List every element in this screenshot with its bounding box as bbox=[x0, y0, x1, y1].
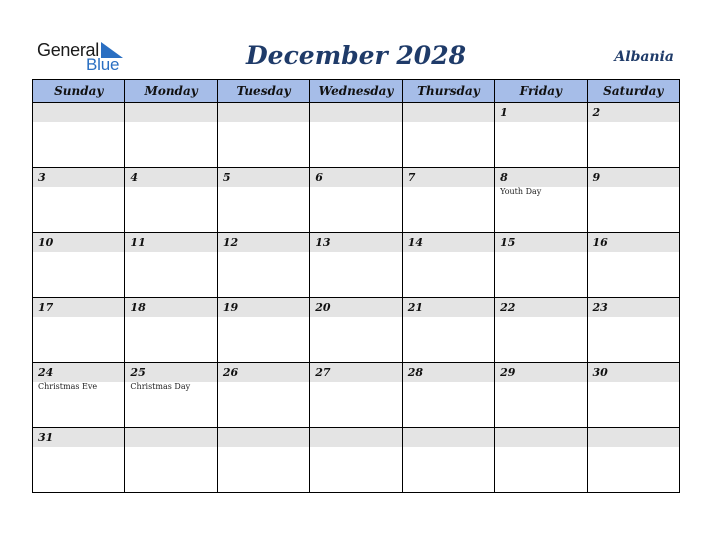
day-cell bbox=[402, 233, 494, 298]
week-row bbox=[33, 428, 680, 493]
day-number: 12 bbox=[222, 236, 239, 249]
day-cell bbox=[587, 363, 679, 428]
day-number-bar bbox=[33, 103, 124, 122]
day-number: 24 bbox=[38, 366, 54, 379]
day-number: 1 bbox=[500, 106, 508, 119]
day-number: 28 bbox=[407, 366, 423, 379]
day-cell bbox=[33, 233, 125, 298]
day-number-bar bbox=[310, 298, 401, 317]
day-number: 5 bbox=[222, 171, 231, 184]
day-cell bbox=[33, 363, 125, 428]
day-cell bbox=[310, 103, 402, 168]
week-row bbox=[33, 168, 680, 233]
day-cell bbox=[310, 233, 402, 298]
day-number: 11 bbox=[130, 236, 146, 249]
holiday-label: Christmas Eve bbox=[38, 382, 98, 391]
day-cell bbox=[402, 298, 494, 363]
day-number-bar bbox=[495, 298, 586, 317]
day-cell bbox=[125, 363, 217, 428]
day-number-bar bbox=[495, 168, 586, 187]
country-label: Albania bbox=[614, 49, 674, 65]
day-number-bar bbox=[495, 233, 586, 252]
day-cell bbox=[587, 298, 679, 363]
holiday-label: Christmas Day bbox=[130, 382, 191, 391]
day-number-bar bbox=[125, 428, 216, 447]
day-cell bbox=[33, 428, 125, 493]
day-cell bbox=[402, 103, 494, 168]
day-number-bar bbox=[218, 298, 309, 317]
day-number: 30 bbox=[592, 366, 608, 379]
day-number: 29 bbox=[500, 366, 516, 379]
day-cell bbox=[402, 363, 494, 428]
day-cell bbox=[587, 428, 679, 493]
day-cell bbox=[587, 168, 679, 233]
day-number-bar bbox=[403, 428, 494, 447]
day-cell bbox=[125, 233, 217, 298]
weekday-header-row bbox=[33, 80, 680, 103]
day-number-bar bbox=[310, 233, 401, 252]
day-number-bar bbox=[218, 233, 309, 252]
calendar-body bbox=[33, 103, 680, 493]
day-number: 14 bbox=[407, 236, 423, 249]
day-number: 20 bbox=[315, 301, 331, 314]
day-number: 19 bbox=[222, 301, 239, 314]
day-number-bar bbox=[33, 363, 124, 382]
day-number: 6 bbox=[315, 171, 323, 184]
calendar-grid bbox=[32, 79, 680, 493]
day-number-bar bbox=[218, 103, 309, 122]
day-cell bbox=[402, 428, 494, 493]
day-number: 3 bbox=[38, 171, 46, 184]
week-row bbox=[33, 233, 680, 298]
day-number-bar bbox=[588, 103, 679, 122]
day-number-bar bbox=[218, 168, 309, 187]
day-cell bbox=[495, 298, 587, 363]
weekday-header: Sunday bbox=[33, 80, 125, 103]
logo-word-general: General bbox=[37, 40, 99, 60]
day-cell bbox=[125, 298, 217, 363]
day-cell bbox=[587, 233, 679, 298]
day-number: 27 bbox=[315, 366, 331, 379]
day-number-bar bbox=[218, 363, 309, 382]
day-number: 9 bbox=[592, 171, 601, 184]
day-number: 2 bbox=[592, 106, 601, 119]
day-cell bbox=[125, 103, 217, 168]
day-cell bbox=[495, 363, 587, 428]
day-number: 4 bbox=[130, 171, 139, 184]
day-number-bar bbox=[33, 233, 124, 252]
day-number-bar bbox=[588, 363, 679, 382]
day-number-bar bbox=[495, 103, 586, 122]
day-cell bbox=[125, 168, 217, 233]
day-number-bar bbox=[495, 363, 586, 382]
weekday-header: Thursday bbox=[402, 80, 494, 103]
day-number: 13 bbox=[315, 236, 331, 249]
day-cell bbox=[310, 428, 402, 493]
day-cell bbox=[33, 168, 125, 233]
day-number: 18 bbox=[130, 301, 146, 314]
day-number-bar bbox=[403, 233, 494, 252]
day-number: 22 bbox=[500, 301, 516, 314]
day-number: 8 bbox=[500, 171, 508, 184]
day-cell bbox=[402, 168, 494, 233]
logo-word-blue: Blue bbox=[86, 55, 120, 74]
day-number-bar bbox=[403, 298, 494, 317]
day-number-bar bbox=[495, 428, 586, 447]
weekday-header: Wednesday bbox=[310, 80, 402, 103]
day-number-bar bbox=[125, 103, 216, 122]
day-cell bbox=[310, 168, 402, 233]
day-cell bbox=[495, 103, 587, 168]
day-number: 31 bbox=[38, 431, 54, 444]
day-number: 23 bbox=[592, 301, 608, 314]
weekday-header: Friday bbox=[495, 80, 587, 103]
weekday-header: Saturday bbox=[587, 80, 679, 103]
day-number-bar bbox=[310, 103, 401, 122]
day-number-bar bbox=[33, 428, 124, 447]
day-number: 16 bbox=[592, 236, 608, 249]
day-number: 25 bbox=[130, 366, 146, 379]
weekday-header: Tuesday bbox=[217, 80, 309, 103]
day-cell bbox=[495, 233, 587, 298]
day-number: 26 bbox=[222, 366, 239, 379]
day-number-bar bbox=[588, 168, 679, 187]
day-cell bbox=[495, 168, 587, 233]
page-title: December 2028 bbox=[245, 41, 466, 70]
day-number-bar bbox=[403, 363, 494, 382]
day-number-bar bbox=[33, 168, 124, 187]
week-row bbox=[33, 103, 680, 168]
day-cell bbox=[495, 428, 587, 493]
day-number: 7 bbox=[407, 171, 416, 184]
day-cell bbox=[217, 233, 309, 298]
day-number: 10 bbox=[38, 236, 54, 249]
day-number-bar bbox=[125, 168, 216, 187]
day-number: 15 bbox=[500, 236, 516, 249]
day-cell bbox=[125, 428, 217, 493]
day-cell bbox=[587, 103, 679, 168]
day-number-bar bbox=[218, 428, 309, 447]
day-number-bar bbox=[33, 298, 124, 317]
day-cell bbox=[310, 363, 402, 428]
day-number: 21 bbox=[407, 301, 423, 314]
day-number-bar bbox=[588, 233, 679, 252]
day-number-bar bbox=[588, 298, 679, 317]
day-number: 17 bbox=[38, 301, 54, 314]
day-number-bar bbox=[310, 168, 401, 187]
holiday-label: Youth Day bbox=[500, 187, 542, 196]
day-cell bbox=[217, 298, 309, 363]
day-cell bbox=[217, 363, 309, 428]
day-number-bar bbox=[125, 298, 216, 317]
day-cell bbox=[310, 298, 402, 363]
week-row bbox=[33, 363, 680, 428]
day-cell bbox=[217, 428, 309, 493]
day-number-bar bbox=[310, 363, 401, 382]
day-cell bbox=[217, 168, 309, 233]
day-cell bbox=[217, 103, 309, 168]
day-cell bbox=[33, 103, 125, 168]
day-number-bar bbox=[125, 233, 216, 252]
day-cell bbox=[33, 298, 125, 363]
day-number-bar bbox=[588, 428, 679, 447]
week-row bbox=[33, 298, 680, 363]
day-number-bar bbox=[125, 363, 216, 382]
day-number-bar bbox=[403, 168, 494, 187]
day-number-bar bbox=[310, 428, 401, 447]
weekday-header: Monday bbox=[125, 80, 217, 103]
day-number-bar bbox=[403, 103, 494, 122]
